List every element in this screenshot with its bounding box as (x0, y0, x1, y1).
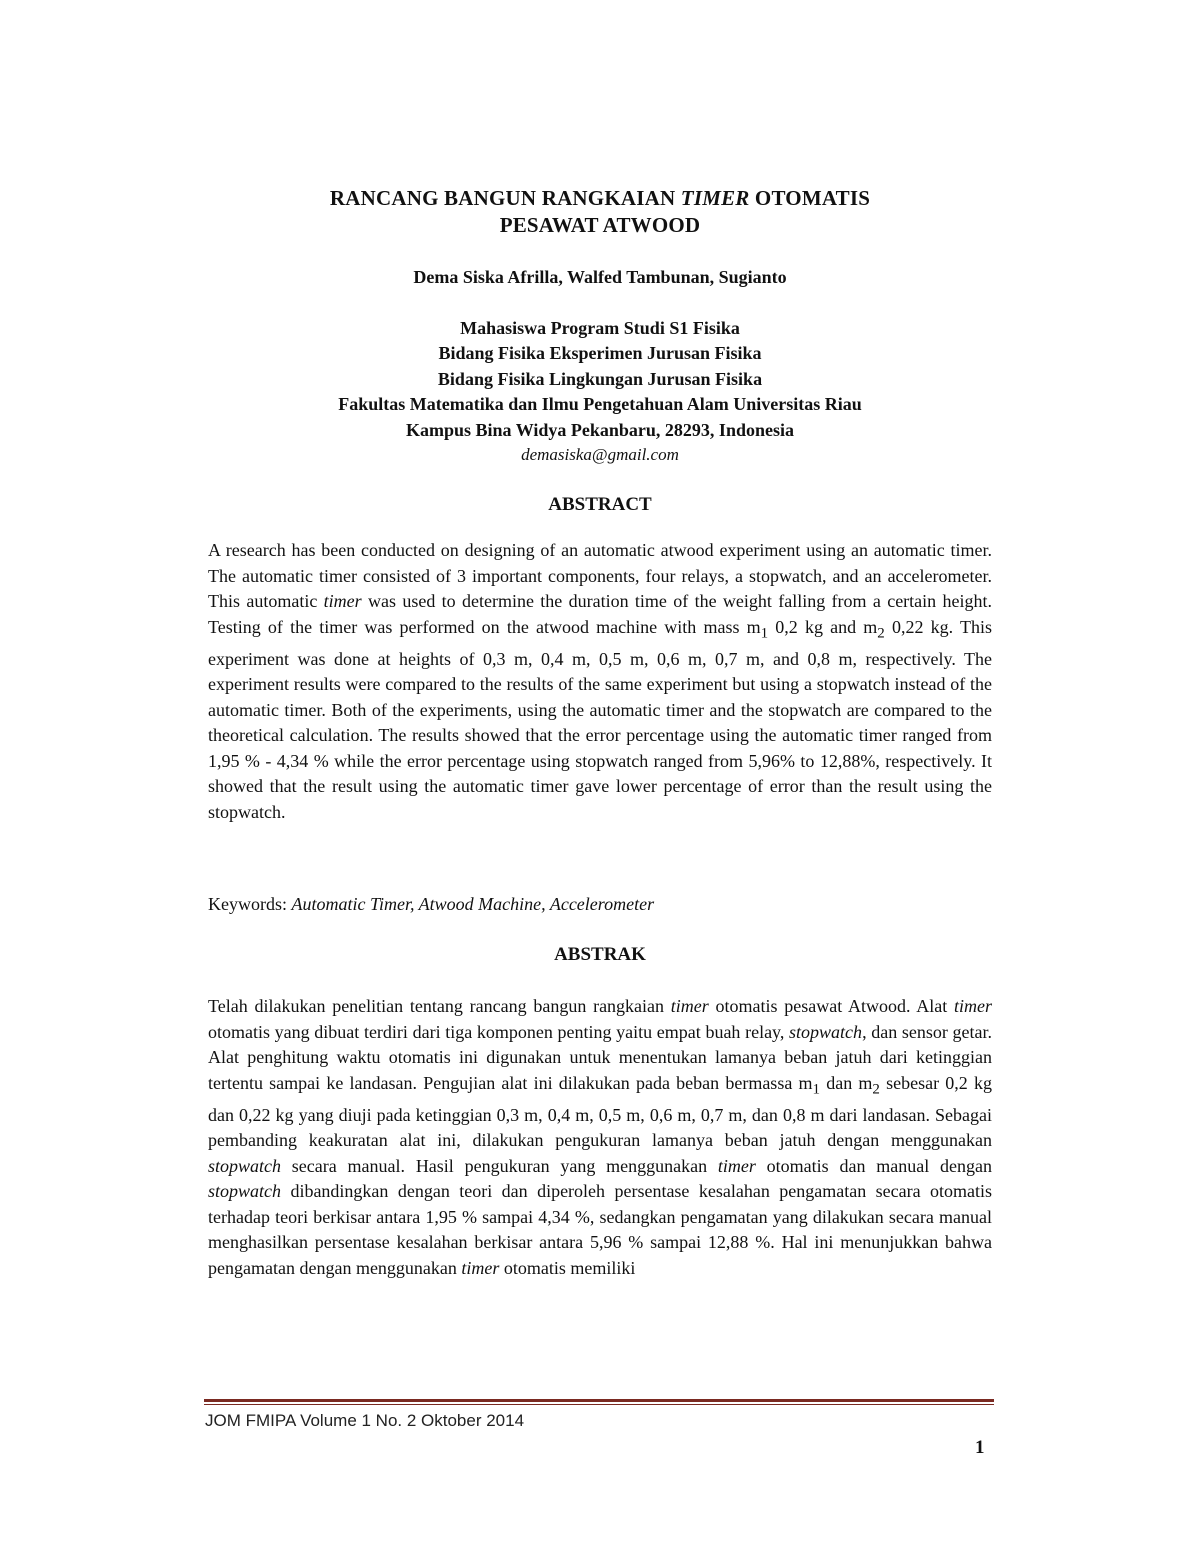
footer-divider-thin (204, 1404, 994, 1405)
keywords-label: Keywords: (208, 894, 292, 914)
paper-title-line-2: PESAWAT ATWOOD (499, 213, 701, 237)
journal-footer: JOM FMIPA Volume 1 No. 2 Oktober 2014 (205, 1411, 525, 1430)
affiliation-line: Kampus Bina Widya Pekanbaru, 28293, Indonesia (406, 420, 794, 440)
page-number: 1 (975, 1437, 985, 1458)
affiliation-line: Fakultas Matematika dan Ilmu Pengetahuan Alam Universitas Riau (338, 394, 862, 414)
author-email: demasiska@gmail.com (521, 445, 679, 464)
affiliation-line: Bidang Fisika Lingkungan Jurusan Fisika (437, 369, 763, 389)
affiliation-line: Mahasiswa Program Studi S1 Fisika (460, 318, 740, 338)
keywords-line (208, 892, 992, 918)
abstrak-body: Telah dilakukan penelitian tentang rancang bangun rangkaian timer otomatis pesawat Atwood. Alat timer otomatis yang dibuat terdiri dari tiga komponen penting yaitu empat buah relay, stopwatch, dan sensor getar. Alat penghitung waktu otomatis ini digunakan untuk menentukan lamanya beban jatuh dari ketinggian tertentu sampai ke landasan. Pengujian alat ini dilakukan pada beban bermassa $m_1$ dan $m_2$ sebesar 0,2 kg dan 0,22 kg yang diuji pada ketinggian 0,3 m, 0,4 m, 0,5 m, 0,6 m, 0,7 m, dan 0,8 m dari landasan. Sebagai pembanding keakuratan alat ini, dilakukan pengukuran lamanya beban jatuh dengan menggunakan stopwatch secara manual. Hasil pengukuran yang menggunakan timer otomatis dan manual dengan stopwatch dibandingkan dengan teori dan diperoleh persentase kesalahan pengamatan secara otomatis terhadap teori berkisar antara 1,95 % sampai 4,34 %, sedangkan pengamatan yang dilakukan secara manual menghasilkan persentase kesalahan berkisar antara 5,96 % sampai 12,88 %. Hal ini menunjukkan bahwa pengamatan dengan menggunakan timer otomatis memiliki (208, 996, 992, 1278)
affiliation-line: Bidang Fisika Eksperimen Jurusan Fisika (438, 343, 762, 363)
author-list: Dema Siska Afrilla, Walfed Tambunan, Sugianto (413, 267, 787, 287)
keywords-value: Automatic Timer, Atwood Machine, Accelerometer (291, 894, 655, 914)
abstract-heading: ABSTRACT (548, 494, 652, 515)
footer-divider-thick (204, 1399, 994, 1402)
abstract-body: A research has been conducted on designing of an automatic atwood experiment using an automatic timer. The automatic timer consisted of 3 important components, four relays, a stopwatch, and an accelerometer. This automatic timer was used to determine the duration time of the weight falling from a certain height. Testing of the timer was performed on the atwood machine with mass $m_1$ 0,2 kg and $m_2$ 0,22 kg. This experiment was done at heights of 0,3 m, 0,4 m, 0,5 m, 0,6 m, 0,7 m, and 0,8 m, respectively. The experiment results were compared to the results of the same experiment but using a stopwatch instead of the automatic timer. Both of the experiments, using the automatic timer and the stopwatch are compared to the theoretical calculation. The results showed that the error percentage using the automatic timer ranged from 1,95 % - 4,34 % while the error percentage using stopwatch ranged from 5,96% to 12,88%, respectively. It showed that the result using the automatic timer gave lower percentage of error than the result using the stopwatch. (208, 540, 992, 822)
paper-title-line-1: RANCANG BANGUN RANGKAIAN TIMER OTOMATIS (329, 186, 871, 210)
abstrak-heading: ABSTRAK (554, 944, 646, 965)
